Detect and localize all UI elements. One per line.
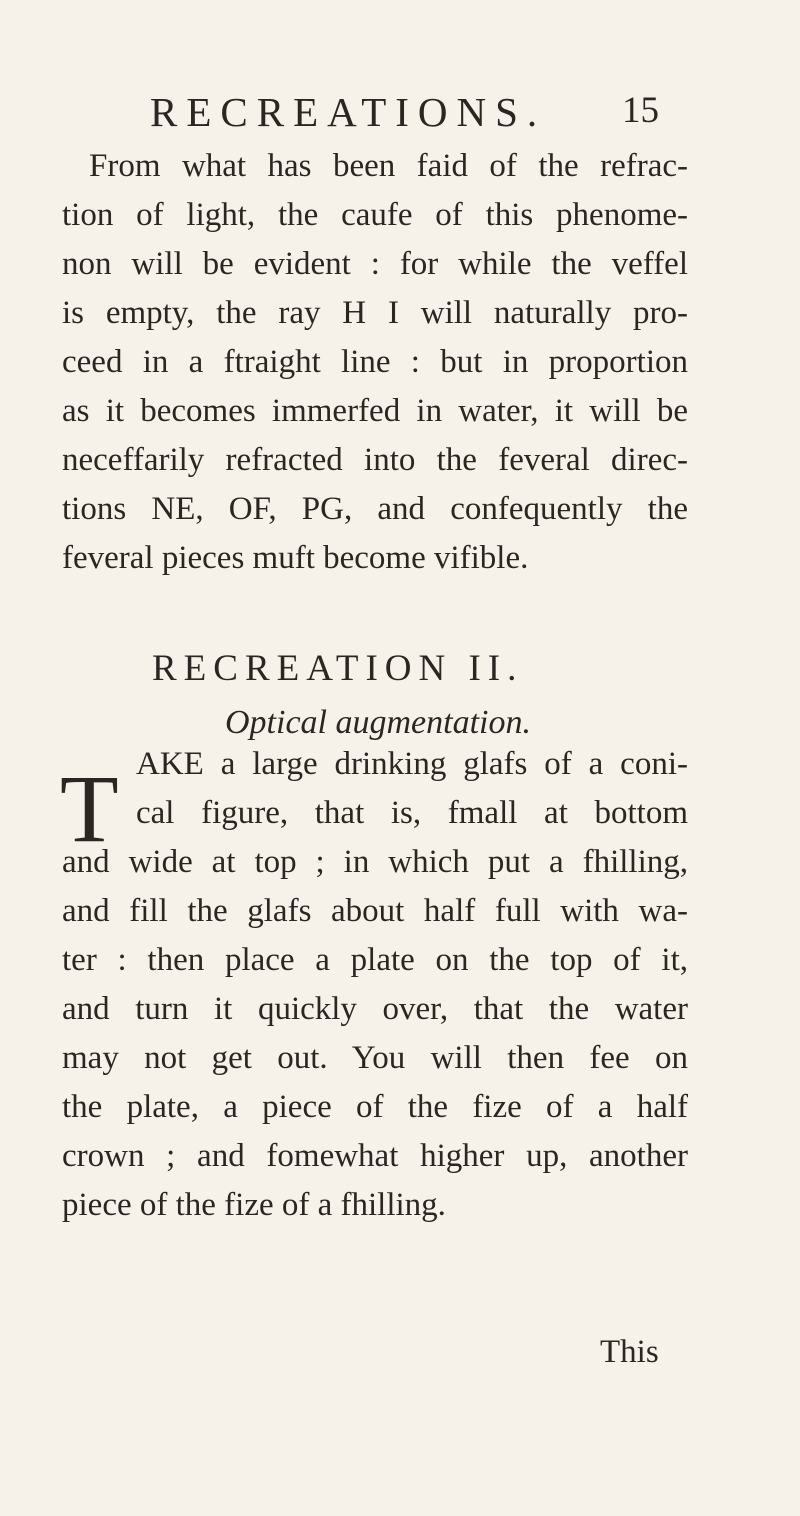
paragraph-line: feveral pieces muft become vifible. [62, 540, 529, 576]
section-heading: RECREATION II. [152, 648, 524, 689]
paragraph-line: ceed in a ftraight line : but in proportion [62, 344, 688, 380]
paragraph-line: tion of light, the caufe of this phenome- [62, 197, 688, 233]
paragraph-line: may not get out. You will then fee on [62, 1040, 688, 1076]
paragraph-line: From what has been faid of the refrac- [89, 148, 688, 184]
catchword: This [600, 1334, 659, 1370]
paragraph-line: and wide at top ; in which put a fhilling, [62, 844, 688, 880]
paragraph-line: piece of the fize of a fhilling. [62, 1187, 446, 1223]
paragraph-line: AKE a large drinking glafs of a coni- [136, 746, 688, 782]
paragraph-line: non will be evident : for while the veffel [62, 246, 688, 282]
paragraph-line: and turn it quickly over, that the water [62, 991, 688, 1027]
running-title: RECREATIONS. [150, 89, 547, 135]
paragraph-optical-augmentation [62, 740, 688, 1230]
paragraph-line: as it becomes immerfed in water, it will be [62, 393, 688, 429]
page-number: 15 [622, 90, 659, 131]
paragraph-line: crown ; and fomewhat higher up, another [62, 1138, 688, 1174]
section-subtitle: Optical augmentation. [225, 704, 531, 741]
paragraph-line: tions NE, OF, PG, and confequently the [62, 491, 688, 527]
paragraph-line: and fill the glafs about half full with wa- [62, 893, 688, 929]
paragraph-line: cal figure, that is, fmall at bottom [136, 795, 688, 831]
paragraph-line: is empty, the ray H I will naturally pro- [62, 295, 688, 331]
paragraph-line: the plate, a piece of the fize of a half [62, 1089, 688, 1125]
paragraph-line: ter : then place a plate on the top of it, [62, 942, 688, 978]
paragraph-line: neceffarily refracted into the feveral direc- [62, 442, 688, 478]
paragraph-refraction [62, 142, 688, 583]
drop-cap: T [60, 755, 119, 862]
